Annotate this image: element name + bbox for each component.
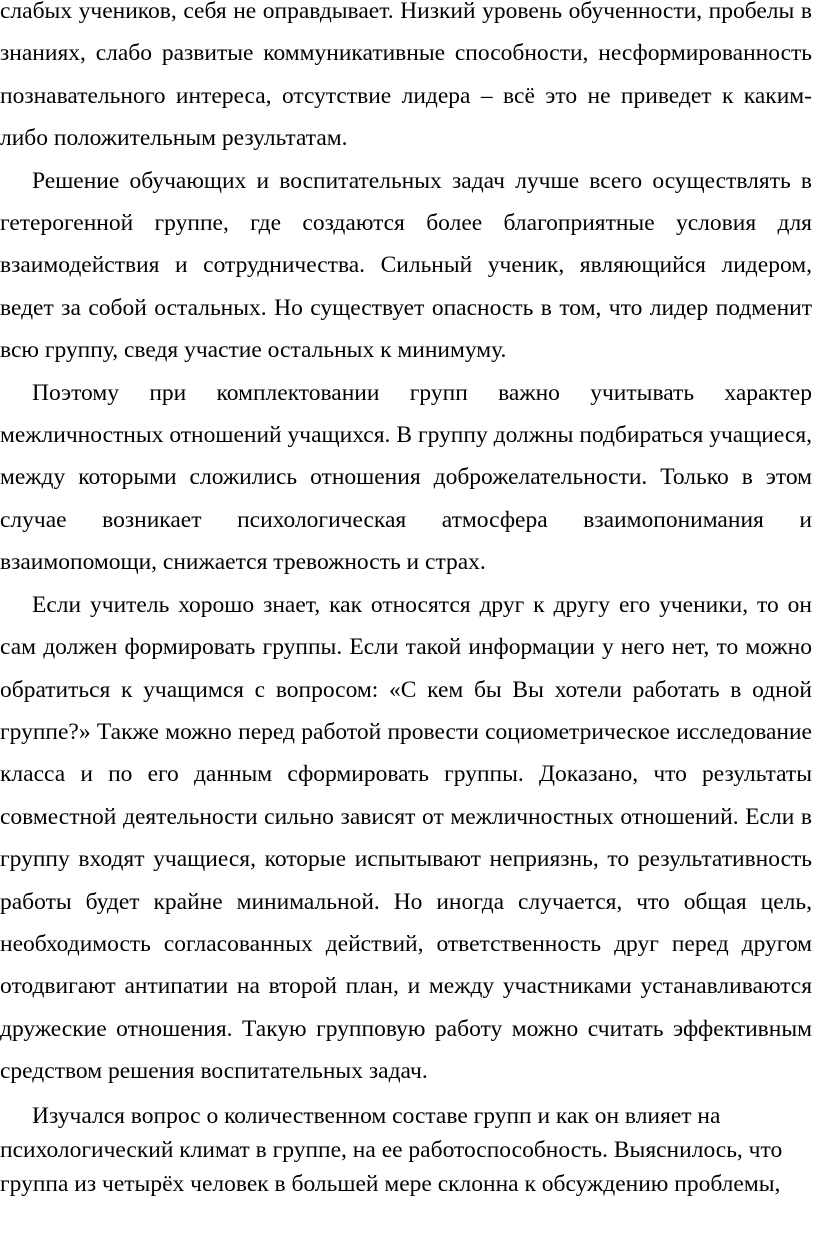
paragraph-1: слабых учеников, себя не оправдывает. Низкий уровень обученности, пробелы в знаниях, слабо развитые коммуникативные способности, несформированность познавательного интереса, отсутствие лидера – всё это не приведет к каким-либо положительным результатам. <box>0 0 812 152</box>
paragraph-3: Поэтому при комплектовании групп важно учитывать характер межличностных отношений учащихся. В группу должны подбираться учащиеся, между которыми сложились отношения доброжелательности. Только в этом случае возникает психологическая атмосфера взаимопонимания и взаимопомощи, снижается тревожность и страх. <box>0 379 812 576</box>
paragraph-5: Изучался вопрос о количественном составе групп и как он влияет на психологический климат в группе, на ее работоспособность. Выяснилось, что группа из четырёх человек в большей мере склонна к обсуждению проблемы, <box>0 1102 783 1197</box>
paragraph-2: Решение обучающих и воспитательных задач лучше всего осуществлять в гетерогенной группе, где создаются более благоприятные условия для взаимодействия и сотрудничества. Сильный ученик, являющийся лидером, ведет за собой остальных. Но существует опасность в том, что лидер подменит всю группу, сведя участие остальных к минимуму. <box>0 167 812 364</box>
paragraph-4: Если учитель хорошо знает, как относятся друг к другу его ученики, то он сам должен формировать группы. Если такой информации у него нет, то можно обратиться к учащимся с вопросом: «С кем бы Вы хотели работать в одной группе?» Также можно перед работой провести социометрическое исследование класса и по его данным сформировать группы. Доказано, что результаты совместной деятельности сильно зависят от межличностных отношений. Если в группу входят учащиеся, которые испытывают неприязнь, то результативность работы будет крайне минимальной. Но иногда случается, что общая цель, необходимость согласованных действий, ответственность друг перед другом отодвигают антипатии на второй план, и между участниками устанавливаются дружеские отношения. Такую групповую работу можно считать эффективным средством решения воспитательных задач. <box>0 591 812 1085</box>
